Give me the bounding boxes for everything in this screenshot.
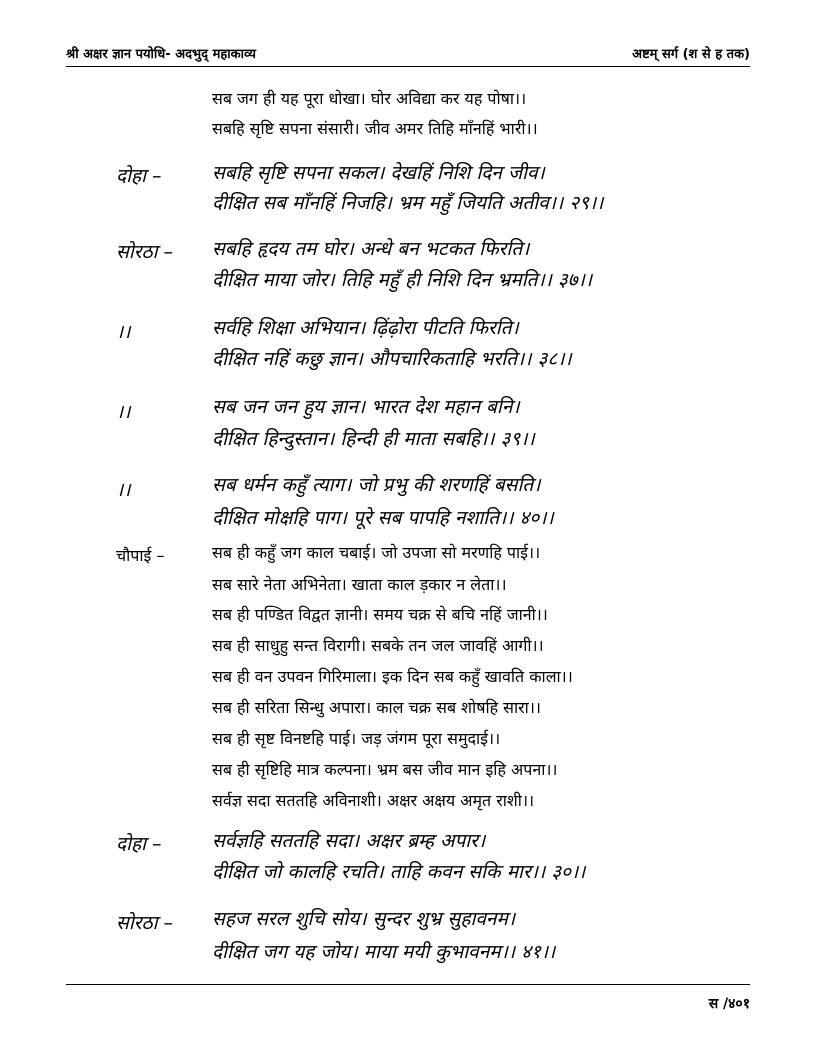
- verse-line: सर्वहि शिक्षा अभियान। ढ़िंढ़ोरा पीटति फिरति।: [212, 317, 519, 339]
- verse-line: सब ही कहुँ जग काल चबाई। जो उपजा सो मरणहि पाई।।: [212, 543, 541, 562]
- verse-line: दीक्षित माया जोर। तिहि महुँ ही निशि दिन भ्रमति।। ३७।।: [212, 269, 593, 291]
- verse-line: सबहि सृष्टि सपना संसारी। जीव अमर तिहि माँनहिं भारी।।: [212, 119, 538, 138]
- verse-line: दीक्षित नहिं कछु ज्ञान। औपचारिकताहि भरति।। ३८।।: [212, 348, 572, 370]
- verse-label: चौपाई –: [116, 546, 165, 565]
- verse-line: सब ही वन उपवन गिरिमाला। इक दिन सब कहुँ खावति काला।।: [212, 667, 573, 686]
- verse-line: सर्वज्ञहि सततहि सदा। अक्षर ब्रम्ह अपार।: [212, 830, 486, 852]
- page-number: स /४०१: [708, 996, 750, 1012]
- footer-divider: [66, 984, 750, 985]
- verse-line: सहज सरल शुचि सोय। सुन्दर शुभ्र सुहावनम।: [212, 908, 516, 930]
- verse-line: सब जन जन हुय ज्ञान। भारत देश महान बनि।: [212, 396, 520, 418]
- verse-line: सब सारे नेता अभिनेता। खाता काल ड़कार न लेता।।: [212, 575, 507, 594]
- verse-line: सबहि हृदय तम घोर। अन्धे बन भटकत फिरति।: [212, 238, 530, 260]
- verse-line: सर्वज्ञ सदा सततहि अविनाशी। अक्षर अक्षय अमृत राशी।।: [212, 791, 535, 810]
- verse-label: ।।: [116, 479, 131, 501]
- page-header: [66, 40, 750, 64]
- verse-line: दीक्षित जो कालहि रचति। ताहि कवन सकि मार।। ३०।।: [212, 861, 586, 883]
- verse-label: ।।: [116, 321, 131, 343]
- verse-line: सबहि सृष्टि सपना सकल। देखहिं निशि दिन जीव।: [212, 162, 545, 184]
- verse-line: सब ही साधुहु सन्त विरागी। सबके तन जल जावहिं आगी।।: [212, 636, 544, 655]
- verse-line: दीक्षित मोक्षहि पाग। पूरे सब पापहि नशाति।। ४०।।: [212, 507, 554, 529]
- verse-label: सोरठा –: [116, 241, 174, 263]
- verse-line: सब धर्मन कहुँ त्याग। जो प्रभु की शरणहिं बसति।: [212, 474, 541, 496]
- verse-line: सब ही सरिता सिन्धु अपारा। काल चक्र सब शोषहि सारा।।: [212, 698, 541, 717]
- verse-label: सोरठा –: [116, 912, 174, 934]
- verse-line: सब ही सृष्ट विनष्टहि पाई। जड़ जंगम पूरा समुदाई।।: [212, 729, 501, 748]
- header-book-title: श्री अक्षर ज्ञान पयोधि- अदभुद् महाकाव्य: [66, 47, 256, 62]
- verse-label: दोहा –: [116, 165, 162, 187]
- verse-line: सब ही पण्डित विद्वत ज्ञानी। समय चक्र से बचि नहिं जानी।।: [212, 605, 548, 624]
- verse-label: ।।: [116, 401, 131, 423]
- verse-line: दीक्षित सब माँनहिं निजहि। भ्रम महुँ जियति अतीव।। २९।।: [212, 192, 604, 214]
- verse-line: सब ही सृष्टिहि मात्र कल्पना। भ्रम बस जीव मान इहि अपना।।: [212, 760, 558, 779]
- verse-line: दीक्षित जग यह जोय। माया मयी कुभावनम।। ४१।।: [212, 941, 556, 963]
- verse-line: सब जग ही यह पूरा धोखा। घोर अविद्या कर यह पोषा।।: [212, 89, 527, 108]
- header-chapter-title: अष्टम् सर्ग (श से ह तक): [632, 47, 750, 62]
- verse-label: दोहा –: [116, 833, 162, 855]
- header-divider: [66, 66, 750, 67]
- verse-line: दीक्षित हिन्दुस्तान। हिन्दी ही माता सबहि।। ३९।।: [212, 428, 535, 450]
